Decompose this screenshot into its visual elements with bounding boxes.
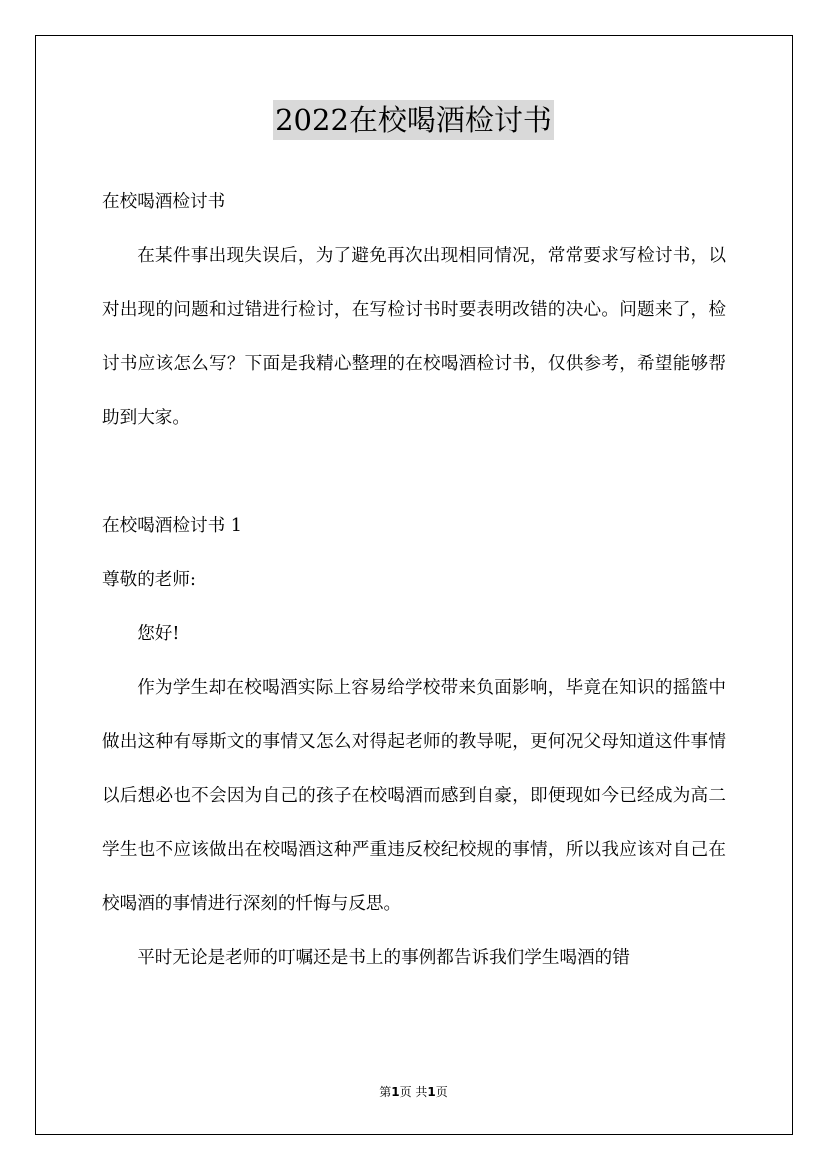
- page-footer: [0, 1082, 827, 1102]
- document-title: 2022在校喝酒检讨书: [273, 100, 554, 140]
- document-body: [102, 175, 726, 985]
- salutation: 尊敬的老师:: [102, 570, 196, 590]
- page-total-number: 1: [427, 1085, 436, 1099]
- body-paragraph-1: 作为学生却在校喝酒实际上容易给学校带来负面影响，毕竟在知识的摇篮中做出这种有辱斯文的事情又怎么对得起老师的教导呢，更何况父母知道这件事情以后想必也不会因为自己的孩子在校喝酒而感到自豪，即便现如今已经成为高二学生也不应该做出在校喝酒这种严重违反校纪校规的事情，所以我应该对自己在校喝酒的事情进行深刻的忏悔与反思。: [102, 678, 726, 914]
- page-current-number: 1: [391, 1085, 400, 1099]
- intro-paragraph: 在某件事出现失误后，为了避免再次出现相同情况，常常要求写检讨书，以对出现的问题和过错进行检讨，在写检讨书时要表明改错的决心。问题来了，检讨书应该怎么写？下面是我精心整理的在校喝酒检讨书，仅供参考，希望能够帮助到大家。: [102, 246, 726, 428]
- body-paragraph-2: 平时无论是老师的叮嘱还是书上的事例都告诉我们学生喝酒的错: [137, 948, 630, 968]
- document-subtitle: 在校喝酒检讨书: [102, 192, 226, 212]
- page-prefix: 第: [379, 1085, 392, 1099]
- page-suffix: 页: [435, 1085, 448, 1099]
- section-heading: 在校喝酒检讨书 1: [102, 516, 242, 536]
- blank-line: [102, 445, 726, 499]
- page-mid: 页 共: [399, 1085, 428, 1099]
- greeting: 您好!: [137, 624, 180, 644]
- title-container: [0, 100, 827, 140]
